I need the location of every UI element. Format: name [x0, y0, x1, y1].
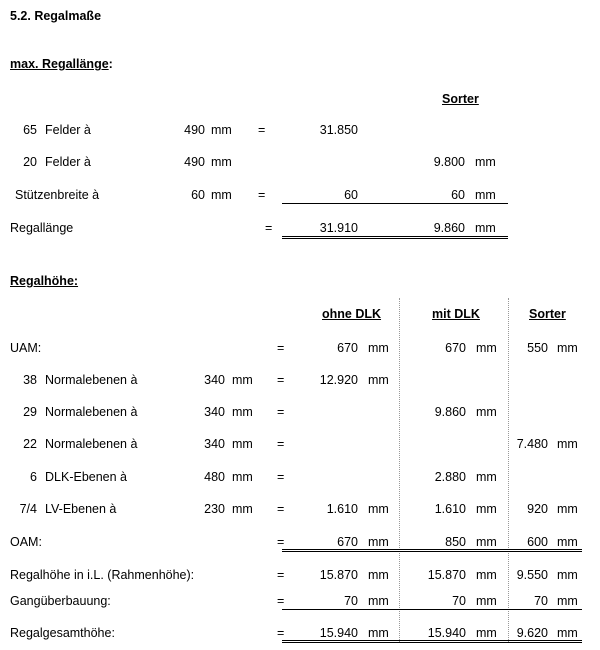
row-value: 60 [191, 188, 205, 202]
row-value: 480 [204, 470, 225, 484]
row-label: Normalebenen à [45, 405, 138, 419]
gang-label: Gangüberbauung: [10, 594, 111, 608]
equals-sign: = [258, 188, 266, 202]
col-sorter-value: 920 [527, 502, 548, 516]
col-sorter-value: 60 [451, 188, 465, 202]
col-ohne-value: 15.940 [319, 626, 358, 640]
col-sorter-value: 9.800 [433, 155, 465, 169]
sum-line [282, 609, 582, 610]
row-label: Felder à [45, 155, 91, 169]
col-ohne-value: 60 [344, 188, 358, 202]
col-mit-unit: mm [476, 341, 497, 355]
equals-sign: = [258, 123, 266, 137]
col-ohne-value: 12.920 [319, 373, 358, 387]
col-ohne-value: 670 [337, 341, 358, 355]
row-count: 29 [23, 405, 37, 419]
header-ohne-dlk: ohne DLK [322, 307, 382, 321]
row-label: Normalebenen à [45, 373, 138, 387]
col-ohne-value: 670 [337, 535, 358, 549]
equals-sign: = [277, 502, 285, 516]
row-count: 38 [23, 373, 37, 387]
col-sorter-unit: mm [557, 341, 578, 355]
equals-sign: = [277, 437, 285, 451]
total-sorter-unit: mm [475, 221, 496, 235]
col-ohne-unit: mm [368, 341, 389, 355]
equals-sign: = [277, 373, 285, 387]
col-ohne-value: 1.610 [326, 502, 358, 516]
row-label: LV-Ebenen à [45, 502, 117, 516]
total-value: 31.910 [319, 221, 358, 235]
col-ohne-value: 70 [344, 594, 358, 608]
equals-sign: = [277, 594, 285, 608]
col-mit-unit: mm [476, 626, 497, 640]
gesamt-label: Regalgesamthöhe: [10, 626, 115, 640]
col-mit-value: 70 [452, 594, 466, 608]
row-value: 340 [204, 437, 225, 451]
row-label: Felder à [45, 123, 91, 137]
col-ohne-value: 31.850 [319, 123, 358, 137]
row-value: 490 [184, 123, 205, 137]
section-max-regallaenge-title: max. Regallänge: [10, 57, 113, 71]
oam-double-line [282, 549, 582, 552]
row-unit: mm [211, 155, 232, 169]
col-mit-value: 1.610 [434, 502, 466, 516]
total-double-line [282, 236, 508, 239]
total-sorter-value: 9.860 [433, 221, 465, 235]
page-heading: 5.2. Regalmaße [10, 9, 102, 23]
col-ohne-unit: mm [368, 535, 389, 549]
rahmen-label: Regalhöhe in i.L. (Rahmenhöhe): [10, 568, 195, 582]
row-unit: mm [211, 188, 232, 202]
row-label: DLK-Ebenen à [45, 470, 128, 484]
row-unit: mm [232, 470, 253, 484]
col-sorter-value: 550 [527, 341, 548, 355]
col-sorter-unit: mm [557, 437, 578, 451]
equals-sign: = [265, 221, 273, 235]
col-sorter-unit: mm [557, 568, 578, 582]
row-value: 340 [204, 405, 225, 419]
row-label: Stützenbreite à [15, 188, 100, 202]
col-mit-value: 670 [445, 341, 466, 355]
col-ohne-unit: mm [368, 502, 389, 516]
col-ohne-unit: mm [368, 373, 389, 387]
header-sorter: Sorter [529, 307, 566, 321]
row-value: 230 [204, 502, 225, 516]
equals-sign: = [277, 341, 285, 355]
col-sorter-unit: mm [557, 594, 578, 608]
col-sorter-unit: mm [475, 188, 496, 202]
col-mit-unit: mm [476, 594, 497, 608]
equals-sign: = [277, 405, 285, 419]
col-sorter-value: 7.480 [516, 437, 548, 451]
row-count: 20 [23, 155, 37, 169]
total-double-line [282, 640, 582, 643]
col-mit-unit: mm [476, 568, 497, 582]
row-count: 6 [30, 470, 37, 484]
col-mit-value: 850 [445, 535, 466, 549]
sorter-header: Sorter [442, 92, 479, 106]
col-sorter-unit: mm [557, 535, 578, 549]
col-sorter-unit: mm [475, 155, 496, 169]
row-unit: mm [232, 373, 253, 387]
col-ohne-unit: mm [368, 626, 389, 640]
col-mit-unit: mm [476, 535, 497, 549]
col-sorter-unit: mm [557, 626, 578, 640]
row-unit: mm [232, 405, 253, 419]
sum-line [282, 203, 508, 204]
oam-label: OAM: [10, 535, 42, 549]
col-sorter-unit: mm [557, 502, 578, 516]
equals-sign: = [277, 535, 285, 549]
row-count: 7/4 [19, 502, 37, 516]
header-mit-dlk: mit DLK [432, 307, 480, 321]
col-mit-value: 9.860 [434, 405, 466, 419]
col-mit-value: 2.880 [434, 470, 466, 484]
total-label: Regallänge [10, 221, 74, 235]
equals-sign: = [277, 470, 285, 484]
col-mit-value: 15.870 [427, 568, 466, 582]
col-sorter-value: 9.550 [516, 568, 548, 582]
row-value: 340 [204, 373, 225, 387]
col-sorter-value: 9.620 [516, 626, 548, 640]
col-mit-value: 15.940 [427, 626, 466, 640]
row-value: 490 [184, 155, 205, 169]
row-count: 65 [23, 123, 37, 137]
col-ohne-unit: mm [368, 594, 389, 608]
col-sorter-value: 600 [527, 535, 548, 549]
col-mit-unit: mm [476, 502, 497, 516]
uam-label: UAM: [10, 341, 42, 355]
col-ohne-value: 15.870 [319, 568, 358, 582]
row-label: Normalebenen à [45, 437, 138, 451]
row-unit: mm [211, 123, 232, 137]
col-mit-unit: mm [476, 405, 497, 419]
col-mit-unit: mm [476, 470, 497, 484]
col-sorter-value: 70 [534, 594, 548, 608]
equals-sign: = [277, 568, 285, 582]
row-count: 22 [23, 437, 37, 451]
equals-sign: = [277, 626, 285, 640]
row-unit: mm [232, 437, 253, 451]
section-regalhoehe-title: Regalhöhe: [10, 274, 79, 288]
row-unit: mm [232, 502, 253, 516]
col-ohne-unit: mm [368, 568, 389, 582]
